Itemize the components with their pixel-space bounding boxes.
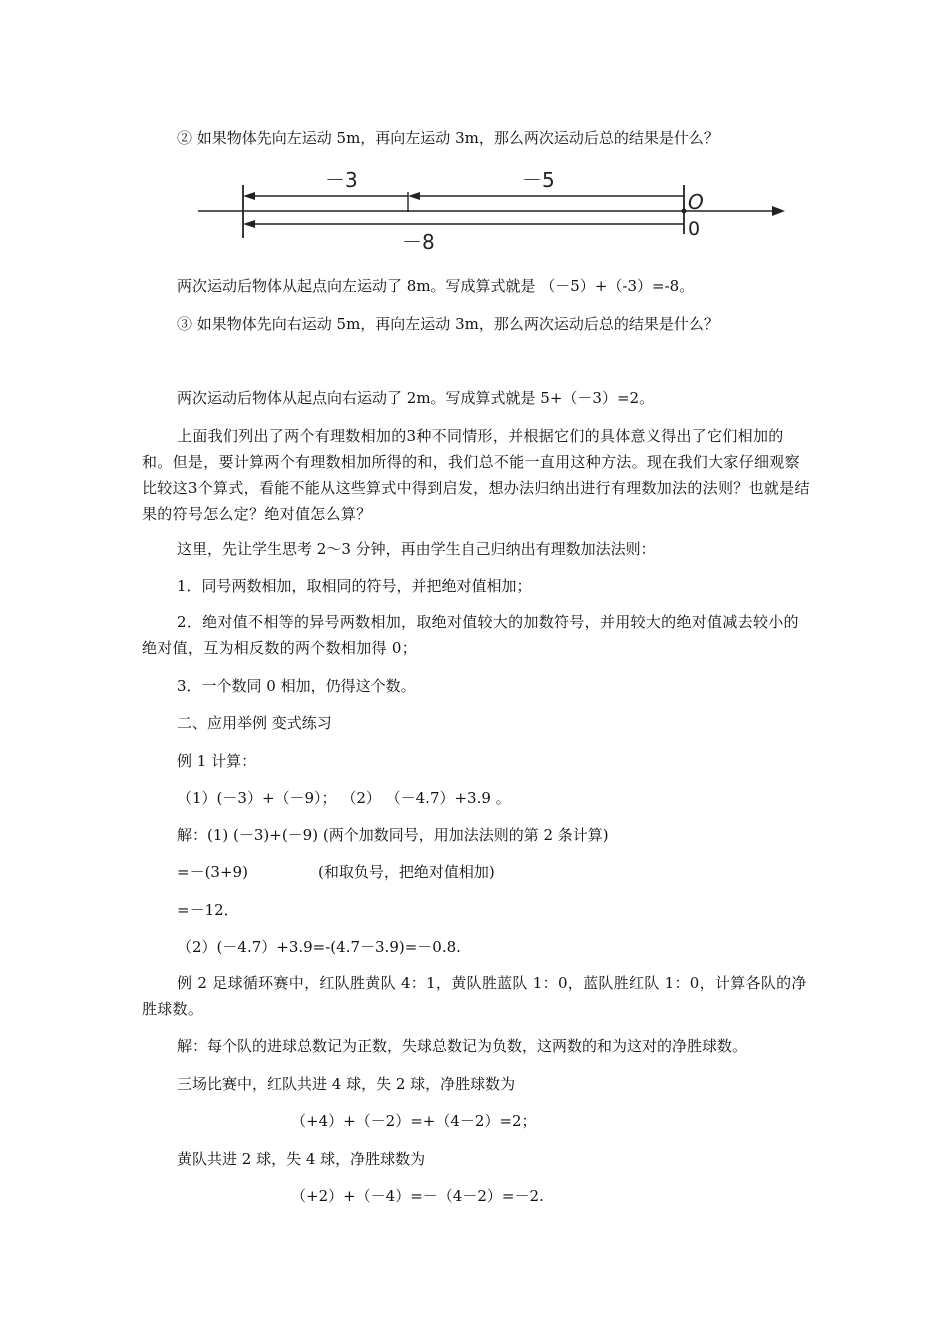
answer-2: 两次运动后物体从起点向左运动了 8m。写成算式就是 （－5）+（-3）=-8。 bbox=[177, 277, 695, 295]
origin-zero: 0 bbox=[688, 218, 701, 240]
number-line-diagram bbox=[0, 162, 950, 252]
arrow-minus-3-head-icon bbox=[243, 192, 255, 200]
arrow-minus-5-head-icon bbox=[408, 192, 420, 200]
section-heading: 二、应用举例 变式练习 bbox=[177, 714, 332, 732]
yellow-team-intro: 黄队共进 2 球，失 4 球，净胜球数为 bbox=[177, 1150, 426, 1168]
red-team-intro: 三场比赛中，红队共进 4 球，失 2 球，净胜球数为 bbox=[177, 1075, 516, 1093]
origin-letter: O bbox=[688, 190, 704, 214]
example-1-title: 例 1 计算： bbox=[177, 752, 257, 770]
red-team-equation: （+4）+（－2）=+（4－2）=2； bbox=[291, 1112, 537, 1130]
origin-dot bbox=[682, 209, 687, 214]
example-1-items: （1）(－3）+（－9）； （2） （－4.7）+3.9 。 bbox=[177, 789, 511, 807]
answer-3: 两次运动后物体从起点向右运动了 2m。写成算式就是 5+（－3）=2。 bbox=[177, 389, 655, 407]
solution-1-step-c: =－12． bbox=[177, 901, 239, 919]
question-2: ② 如果物体先向左运动 5m，再向左运动 3m，那么两次运动后总的结果是什么？ bbox=[177, 129, 719, 147]
rule-1: 1．同号两数相加，取相同的符号，并把绝对值相加； bbox=[177, 577, 532, 595]
solution-1-step-d: （2）(－4.7）+3.9=-(4.7－3.9)=－0.8. bbox=[177, 938, 461, 956]
example-2-title: 例 2 足球循环赛中，红队胜黄队 4：1，黄队胜蓝队 1：0，蓝队胜红队 1：0，计算各队的净胜球数。 bbox=[142, 974, 807, 1018]
label-minus-5: －5 bbox=[522, 168, 555, 192]
yellow-team-equation: （+2）+（－4）=－（4－2）=－2. bbox=[291, 1187, 544, 1205]
question-3: ③ 如果物体先向右运动 5m，再向左运动 3m，那么两次运动后总的结果是什么？ bbox=[177, 315, 719, 333]
solution-1-step-b-note: (和取负号，把绝对值相加) bbox=[318, 863, 495, 881]
intro-paragraph: 上面我们列出了两个有理数相加的3种不同情形，并根据它们的具体意义得出了它们相加的和。但是，要计算两个有理数相加所得的和，我们总不能一直用这种方法。现在我们大家仔细观察比较这3个算式，看能不能从这些算式中得到启发，想办法归纳出进行有理数加法的法则？也就是结果的符号怎么定？绝对值怎么算？ bbox=[142, 427, 810, 523]
solution-1-step-b: =－(3+9) bbox=[177, 863, 248, 881]
axis-arrowhead-icon bbox=[772, 206, 785, 216]
rule-2: 2．绝对值不相等的异号两数相加，取绝对值较大的加数符号，并用较大的绝对值减去较小的绝对值，互为相反数的两个数相加得 0； bbox=[142, 613, 799, 657]
solution-2: 解：每个队的进球总数记为正数，失球总数记为负数，这两数的和为这对的净胜球数。 bbox=[177, 1037, 748, 1055]
label-minus-8: －8 bbox=[402, 230, 435, 252]
arrow-minus-8-head-icon bbox=[243, 220, 255, 228]
solution-1-step-a: 解：(1) (－3)+(－9) (两个加数同号，用加法法则的第 2 条计算) bbox=[177, 826, 609, 844]
rule-3: 3．一个数同 0 相加，仍得这个数。 bbox=[177, 677, 416, 695]
label-minus-3: －3 bbox=[325, 168, 358, 192]
think-line: 这里，先让学生思考 2～3 分钟，再由学生自己归纳出有理数加法法则： bbox=[177, 540, 656, 558]
